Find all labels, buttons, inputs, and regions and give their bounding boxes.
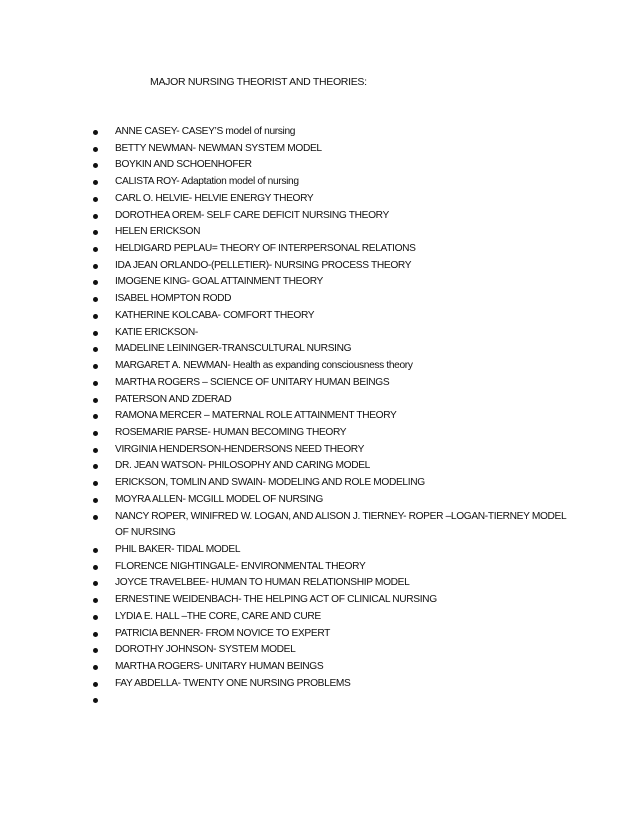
- list-item-text: MOYRA ALLEN- MCGILL MODEL OF NURSING: [115, 493, 323, 505]
- list-item-text: VIRGINIA HENDERSON-HENDERSONS NEED THEORY: [115, 443, 365, 455]
- list-item-text: IDA JEAN ORLANDO-(PELLETIER)- NURSING PROCESS THEORY: [115, 259, 412, 271]
- bullet-icon: [93, 214, 98, 219]
- bullet-icon: [93, 247, 98, 252]
- list-item-text: FLORENCE NIGHTINGALE- ENVIRONMENTAL THEORY: [115, 560, 366, 572]
- bullet-icon: [93, 364, 98, 369]
- list-item: [0, 425, 570, 442]
- bullet-icon: [93, 264, 98, 269]
- bullet-icon: [93, 665, 98, 670]
- list-item: [0, 626, 570, 643]
- bullet-icon: [93, 280, 98, 285]
- list-item-text: PATRICIA BENNER- FROM NOVICE TO EXPERT: [115, 627, 331, 639]
- list-item: [0, 542, 570, 559]
- list-item: [0, 157, 570, 174]
- list-item-text: HELDIGARD PEPLAU= THEORY OF INTERPERSONAL RELATIONS: [115, 243, 416, 255]
- list-item-text: IMOGENE KING- GOAL ATTAINMENT THEORY: [115, 276, 323, 288]
- list-item-text: LYDIA E. HALL –THE CORE, CARE AND CURE: [115, 610, 321, 622]
- list-item: [0, 341, 570, 358]
- list-item-text: [115, 692, 570, 709]
- list-item-text: CALISTA ROY- Adaptation model of nursing: [115, 176, 299, 188]
- bullet-icon: [93, 230, 98, 235]
- list-item: [0, 609, 570, 626]
- list-item-text: KATHERINE KOLCABA- COMFORT THEORY: [115, 309, 315, 321]
- list-item: [0, 575, 570, 592]
- bullet-icon: [93, 682, 98, 687]
- bullet-icon: [93, 130, 98, 135]
- list-item-text: ANNE CASEY- CASEY’S model of nursing: [115, 126, 296, 137]
- list-item: [0, 509, 570, 542]
- bullet-icon: [93, 565, 98, 570]
- bullet-icon: [93, 398, 98, 403]
- list-item-text: DOROTHEA OREM- SELF CARE DEFICIT NURSING THEORY: [115, 209, 389, 221]
- list-item: [0, 124, 570, 141]
- list-item: [0, 642, 570, 659]
- bullet-icon: [93, 163, 98, 168]
- bullet-icon: [93, 314, 98, 319]
- list-item: [0, 659, 570, 676]
- list-item-text: DOROTHY JOHNSON- SYSTEM MODEL: [115, 644, 296, 656]
- list-item: [0, 174, 570, 191]
- list-item-text: ERNESTINE WEIDENBACH- THE HELPING ACT OF CLINICAL NURSING: [115, 594, 437, 606]
- bullet-icon: [93, 498, 98, 503]
- list-item: [0, 592, 570, 609]
- list-item: [0, 492, 570, 509]
- bullet-icon: [93, 431, 98, 436]
- bullet-icon: [93, 297, 98, 302]
- bullet-icon: [93, 632, 98, 637]
- list-item: [0, 458, 570, 475]
- list-item: [0, 475, 570, 492]
- list-item-text: BOYKIN AND SCHOENHOFER: [115, 159, 252, 171]
- list-item: [0, 191, 570, 208]
- list-item: [0, 358, 570, 375]
- bullet-icon: [93, 698, 98, 703]
- list-item-text: NANCY ROPER, WINIFRED W. LOGAN, AND ALISON J. TIERNEY- ROPER –LOGAN-TIERNEY MODEL OF NURSING: [115, 510, 566, 539]
- bullet-icon: [93, 615, 98, 620]
- list-item: [0, 442, 570, 459]
- list-item: [0, 291, 570, 308]
- list-item: [0, 375, 570, 392]
- list-item-text: JOYCE TRAVELBEE- HUMAN TO HUMAN RELATIONSHIP MODEL: [115, 577, 410, 589]
- bullet-icon: [93, 331, 98, 336]
- list-item-text: KATIE ERICKSON-: [115, 326, 198, 338]
- list-item-text: ROSEMARIE PARSE- HUMAN BECOMING THEORY: [115, 426, 347, 438]
- list-item-text: ISABEL HOMPTON RODD: [115, 293, 232, 305]
- list-item-text: MARTHA ROGERS – SCIENCE OF UNITARY HUMAN BEINGS: [115, 376, 390, 388]
- bullet-icon: [93, 147, 98, 152]
- bullet-icon: [93, 548, 98, 553]
- bullet-icon: [93, 481, 98, 486]
- list-item-text: BETTY NEWMAN- NEWMAN SYSTEM MODEL: [115, 142, 322, 154]
- bullet-icon: [93, 448, 98, 453]
- bullet-icon: [93, 581, 98, 586]
- list-item: [0, 141, 570, 158]
- list-item: [0, 274, 570, 291]
- bullet-icon: [93, 648, 98, 653]
- list-item-text: MARTHA ROGERS- UNITARY HUMAN BEINGS: [115, 661, 324, 672]
- list-item: [0, 208, 570, 225]
- list-item: [0, 676, 570, 693]
- list-item: [0, 692, 570, 709]
- bullet-icon: [93, 197, 98, 202]
- list-item: [0, 392, 570, 409]
- list-item-text: RAMONA MERCER – MATERNAL ROLE ATTAINMENT THEORY: [115, 410, 397, 422]
- list-item: [0, 408, 570, 425]
- bullet-icon: [93, 347, 98, 352]
- bullet-icon: [93, 598, 98, 603]
- document-title: MAJOR NURSING THEORIST AND THEORIES:: [150, 76, 367, 88]
- list-item-text: MARGARET A. NEWMAN- Health as expanding consciousness theory: [115, 360, 413, 372]
- list-item: [0, 241, 570, 258]
- theorist-list: [0, 124, 638, 709]
- bullet-icon: [93, 414, 98, 419]
- list-item: [0, 224, 570, 241]
- list-item-text: ERICKSON, TOMLIN AND SWAIN- MODELING AND ROLE MODELING: [115, 477, 425, 489]
- list-item-text: DR. JEAN WATSON- PHILOSOPHY AND CARING MODEL: [115, 460, 370, 472]
- bullet-icon: [93, 515, 98, 520]
- list-item-text: FAY ABDELLA- TWENTY ONE NURSING PROBLEMS: [115, 677, 351, 689]
- list-item-text: HELEN ERICKSON: [115, 226, 201, 238]
- list-item-text: MADELINE LEININGER-TRANSCULTURAL NURSING: [115, 343, 352, 355]
- bullet-icon: [93, 464, 98, 469]
- list-item-text: PHIL BAKER- TIDAL MODEL: [115, 543, 241, 555]
- bullet-icon: [93, 180, 98, 185]
- bullet-icon: [93, 381, 98, 386]
- list-item: [0, 325, 570, 342]
- list-item-text: CARL O. HELVIE- HELVIE ENERGY THEORY: [115, 192, 314, 204]
- list-item: [0, 308, 570, 325]
- list-item: [0, 258, 570, 275]
- list-item-text: PATERSON AND ZDERAD: [115, 393, 232, 405]
- list-item: [0, 559, 570, 576]
